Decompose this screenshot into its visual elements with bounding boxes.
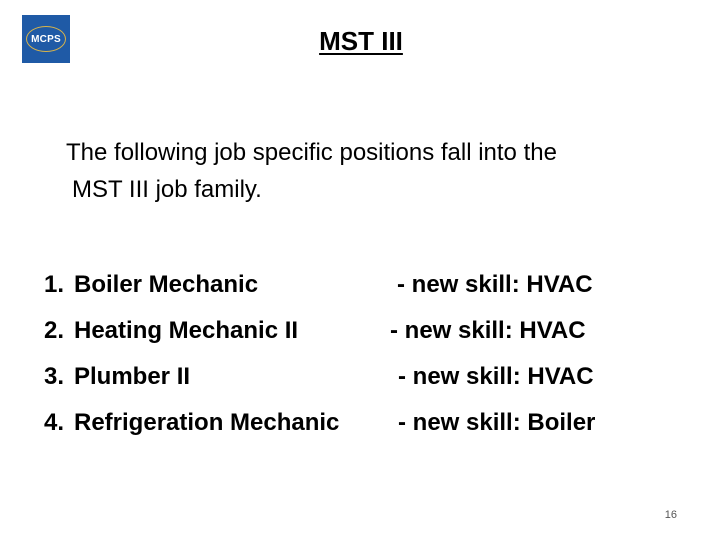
intro-line-1: The following job specific positions fall into the — [66, 139, 557, 166]
new-skill: - new skill: HVAC — [397, 271, 593, 298]
item-number: 2. — [44, 317, 65, 344]
position-name: Boiler Mechanic — [74, 271, 259, 298]
item-number: 4. — [44, 409, 65, 436]
item-number: 3. — [44, 363, 65, 390]
slide-title: MST III — [319, 26, 403, 56]
intro-line-2: MST III job family. — [72, 176, 262, 203]
item-number: 1. — [44, 271, 65, 298]
new-skill: - new skill: Boiler — [398, 409, 596, 436]
position-name: Plumber II — [74, 363, 191, 390]
page-number: 16 — [664, 509, 677, 521]
new-skill: - new skill: HVAC — [390, 317, 586, 344]
slide-title-container — [0, 26, 720, 57]
intro-paragraph — [66, 134, 696, 208]
position-name: Refrigeration Mechanic — [74, 409, 340, 436]
position-name: Heating Mechanic II — [74, 317, 299, 344]
logo-text: MCPS — [31, 33, 61, 45]
new-skill: - new skill: HVAC — [398, 363, 594, 390]
